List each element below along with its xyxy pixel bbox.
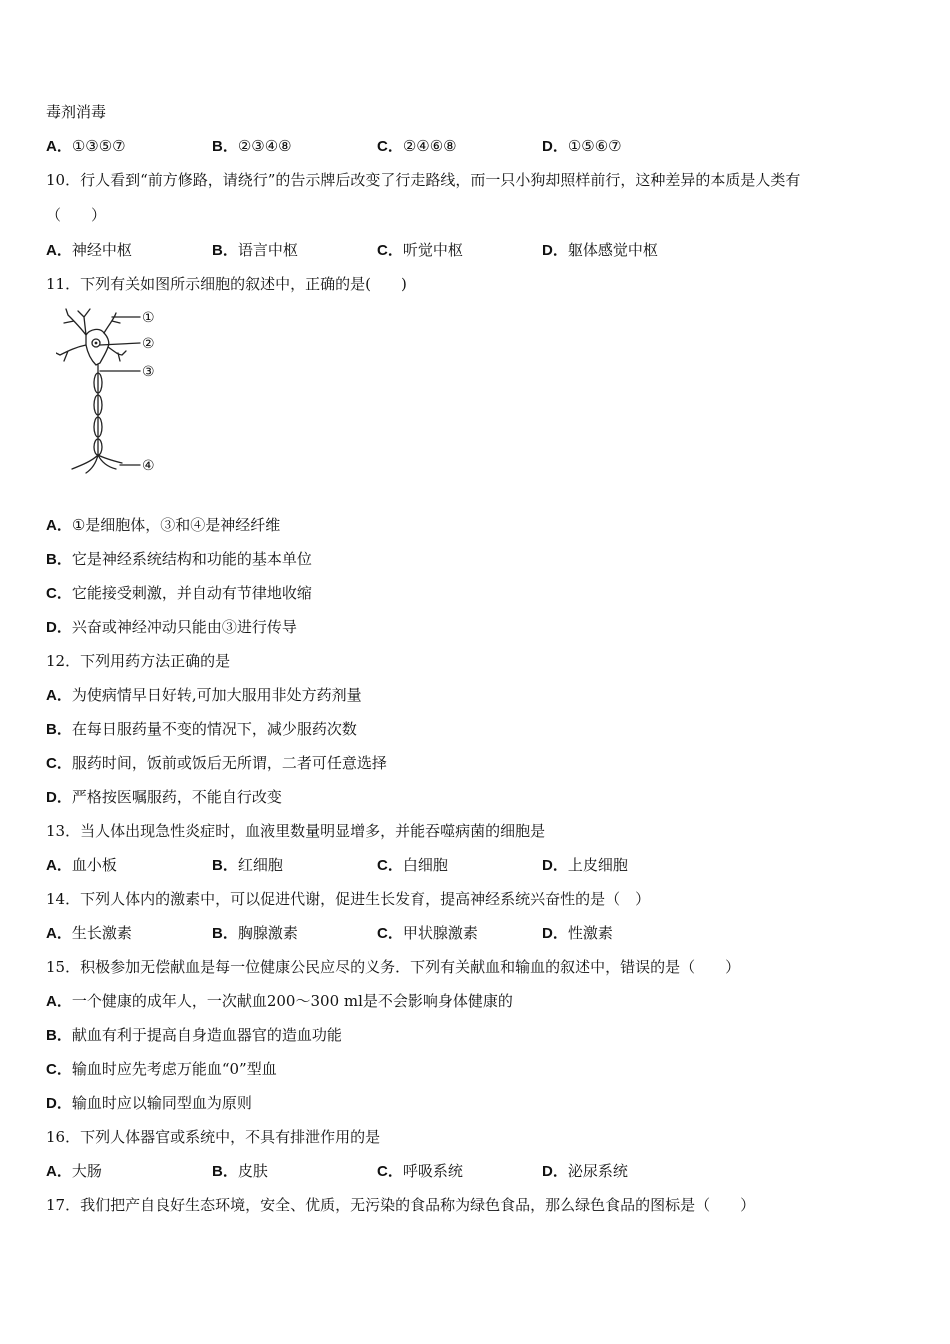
q9-option-c: C．②④⑥⑧ — [377, 137, 457, 155]
q15-option-a: A．一个健康的成年人，一次献血200～300 ml是不会影响身体健康的 — [46, 992, 513, 1010]
q13-option-c: C．白细胞 — [377, 856, 448, 874]
q13-options — [46, 855, 906, 875]
neuron-figure — [56, 305, 174, 481]
q10-stem: 10．行人看到“前方修路，请绕行”的告示牌后改变了行走路线，而一只小狗却照样前行，这种差异的本质是人类有 — [46, 171, 801, 189]
q15-option-b: B．献血有利于提高自身造血器官的造血功能 — [46, 1026, 342, 1044]
label-1: ① — [142, 310, 155, 326]
axon-terminal-path — [72, 455, 122, 473]
q15-option-d: D．输血时应以输同型血为原则 — [46, 1094, 252, 1112]
q16-option-a: A．大肠 — [46, 1162, 102, 1180]
q12-option-d: D．严格按医嘱服药，不能自行改变 — [46, 788, 282, 806]
label-leader-2 — [100, 343, 140, 345]
q16-options — [46, 1161, 906, 1181]
q13-option-a: A．血小板 — [46, 856, 117, 874]
q14-options — [46, 923, 906, 943]
q11-stem: 11．下列有关如图所示细胞的叙述中，正确的是( ) — [46, 275, 407, 293]
q11-option-b: B．它是神经系统结构和功能的基本单位 — [46, 550, 312, 568]
dendrite-path — [56, 345, 86, 361]
q16-option-b: B．皮肤 — [212, 1162, 268, 1180]
q14-option-b: B．胸腺激素 — [212, 924, 298, 942]
q10-option-d: D．躯体感觉中枢 — [542, 241, 658, 259]
q16-option-d: D．泌尿系统 — [542, 1162, 628, 1180]
q12-option-b: B．在每日服药量不变的情况下，减少服药次数 — [46, 720, 357, 738]
dendrite-path — [64, 309, 90, 335]
q16-option-c: C．呼吸系统 — [377, 1162, 463, 1180]
q13-option-d: D．上皮细胞 — [542, 856, 628, 874]
q14-option-d: D．性激素 — [542, 924, 613, 942]
label-4: ④ — [142, 458, 155, 474]
dendrite-path — [108, 347, 126, 361]
q15-stem: 15．积极参加无偿献血是每一位健康公民应尽的义务．下列有关献血和输血的叙述中，错误的是（ ） — [46, 958, 741, 976]
nucleolus — [95, 342, 98, 345]
q12-option-a: A．为使病情早日好转,可加大服用非处方药剂量 — [46, 686, 362, 704]
q16-stem: 16．下列人体器官或系统中，不具有排泄作用的是 — [46, 1128, 381, 1146]
q15-option-c: C．输血时应先考虑万能血“0”型血 — [46, 1060, 277, 1078]
q12-stem: 12．下列用药方法正确的是 — [46, 652, 231, 670]
dendrite-path — [104, 313, 120, 333]
q11-option-a: A．①是细胞体，③和④是神经纤维 — [46, 516, 281, 534]
q10-option-a: A．神经中枢 — [46, 241, 132, 259]
q10-option-b: B．语言中枢 — [212, 241, 298, 259]
q17-stem: 17．我们把产自良好生态环境，安全、优质，无污染的食品称为绿色食品，那么绿色食品的图标是（ ） — [46, 1196, 756, 1214]
q11-option-d: D．兴奋或神经冲动只能由③进行传导 — [46, 618, 297, 636]
q10-options — [46, 240, 906, 260]
label-3: ③ — [142, 364, 155, 380]
q13-option-b: B．红细胞 — [212, 856, 283, 874]
q12-option-c: C．服药时间，饭前或饭后无所谓，二者可任意选择 — [46, 754, 387, 772]
q9-options — [46, 136, 906, 156]
q9-continuation: 毒剂消毒 — [46, 103, 107, 121]
q14-option-a: A．生长激素 — [46, 924, 132, 942]
q9-option-d: D．①⑤⑥⑦ — [542, 137, 622, 155]
q11-option-c: C．它能接受刺激，并自动有节律地收缩 — [46, 584, 312, 602]
q13-stem: 13．当人体出现急性炎症时，血液里数量明显增多，并能吞噬病菌的细胞是 — [46, 822, 546, 840]
q14-stem: 14．下列人体内的激素中，可以促进代谢，促进生长发育，提高神经系统兴奋性的是（ ） — [46, 890, 651, 908]
q10-stem-blank: （ ） — [46, 206, 107, 224]
q10-option-c: C．听觉中枢 — [377, 241, 463, 259]
label-2: ② — [142, 336, 155, 352]
q9-option-b: B．②③④⑧ — [212, 137, 292, 155]
q9-option-a: A．①③⑤⑦ — [46, 137, 126, 155]
q14-option-c: C．甲状腺激素 — [377, 924, 478, 942]
neuron-diagram — [56, 305, 174, 481]
